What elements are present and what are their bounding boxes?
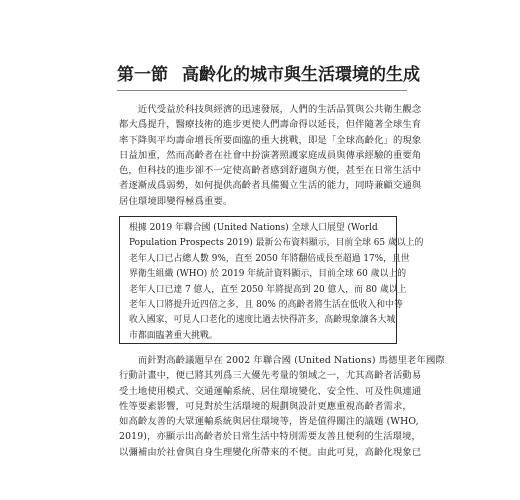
callout-line: 老年人口已達 7 億人，直至 2050 年將提高到 20 億人，而 80 歲以上 bbox=[129, 284, 407, 295]
body-line: 以彌補由於社會與自身生理變化所帶來的不便。由此可見，高齡化現象已 bbox=[119, 446, 422, 458]
intro-line: 率下降與平均壽命增長所要面臨的重大挑戰，即是「全球高齡化」的現象 bbox=[119, 134, 422, 146]
section-number: 第一節 bbox=[117, 65, 168, 85]
intro-line: 都大爲提升，醫療技術的進步更使人們壽命得以延長，但伴隨著全球生育 bbox=[119, 119, 422, 131]
callout-line: 市都面臨著重大挑戰。 bbox=[129, 330, 218, 341]
intro-line: 者逐漸成爲弱勢，如何提供高齡者具備獨立生活的能力，同時兼顧交通與 bbox=[119, 180, 422, 192]
body-line: 如高齡友善的大眾運輸系統與居住環境等，皆是值得關注的議題 (WHO, bbox=[119, 416, 419, 428]
body-line: 受土地使用模式、交通運輸系統、居住環境變化、安全性、可及性與連通 bbox=[119, 385, 422, 397]
callout-line: Population Prospects 2019) 最新公布資料顯示，目前全球 65 歲以上的 bbox=[129, 238, 424, 249]
section-title: 高齡化的城市與生活環境的生成 bbox=[182, 65, 420, 85]
intro-paragraph bbox=[119, 102, 422, 209]
body-paragraph bbox=[119, 353, 445, 460]
intro-line: 居住環境即變得極爲重要。 bbox=[119, 195, 233, 207]
section-heading bbox=[117, 64, 420, 86]
body-line: 性等要素影響，可見對於生活環境的規劃與設計更應重視高齡者需求， bbox=[119, 400, 412, 412]
intro-line: 近代受益於科技與經濟的迅速發展，人們的生活品質與公共衛生觀念 bbox=[119, 104, 422, 115]
intro-line: 日益加重，然而高齡者在社會中扮演著照護家庭成員與傳承經驗的重要角 bbox=[119, 149, 422, 161]
body-line: 2019)，亦顯示出高齡者於日常生活中特別需要友善且便利的生活環境， bbox=[119, 431, 421, 443]
callout-line: 老年人口已占總人數 9%，直至 2050 年將翻倍成長至超過 17%，且世 bbox=[129, 253, 410, 264]
callout-line: 收入國家，可見人口老化的速度比過去快得許多，高齡現象讓各大城 bbox=[129, 315, 396, 326]
callout-line: 老年人口將提升近四倍之多，且 80% 的高齡者將生活在低收入和中等 bbox=[129, 299, 403, 310]
body-line: 而針對高齡議題早在 2002 年聯合國 (United Nations) 馬德里老年國際 bbox=[119, 355, 445, 366]
body-line: 行動計畫中，便已將其列爲三大優先考量的領域之一，尤其高齡者活動易 bbox=[119, 370, 422, 382]
callout-line: 界衛生組織 (WHO) 於 2019 年統計資料顯示，目前全球 60 歲以上的 bbox=[129, 269, 407, 280]
callout-line: 根據 2019 年聯合國 (United Nations) 全球人口展望 (World bbox=[129, 223, 378, 233]
intro-line: 色，但科技的進步卻不一定使高齡者感到舒適與方便，甚至在日常生活中 bbox=[119, 165, 422, 177]
heading-underline bbox=[117, 90, 407, 91]
statistics-callout-box bbox=[119, 216, 424, 344]
